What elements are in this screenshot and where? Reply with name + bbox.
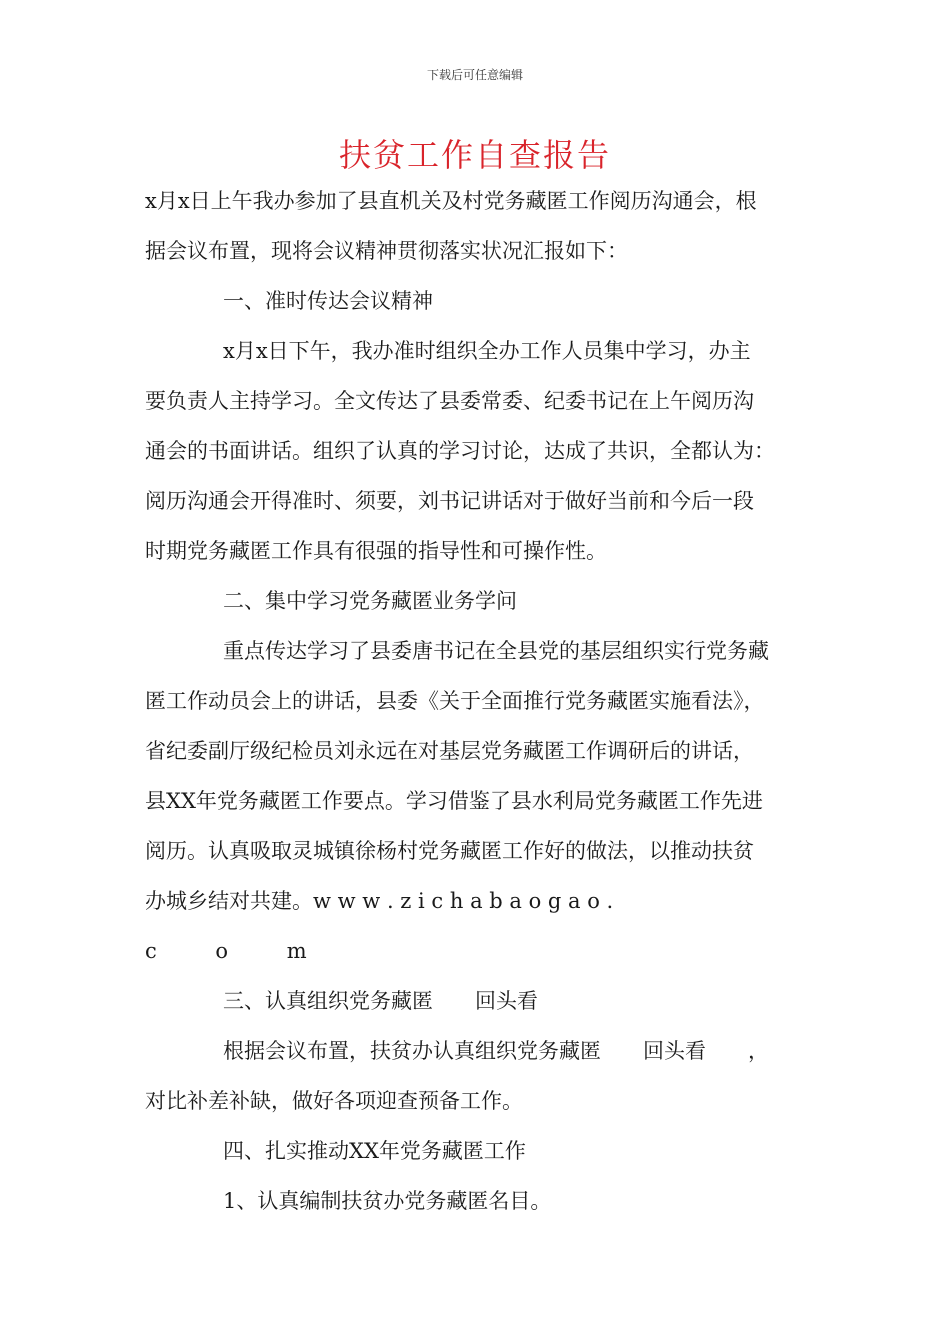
section-heading: 四、扎实推动XX年党务藏匿工作 bbox=[223, 1139, 526, 1163]
paragraph-line: 省纪委副厅级纪检员刘永远在对基层党务藏匿工作调研后的讲话， bbox=[145, 739, 754, 763]
paragraph-line: x月x日上午我办参加了县直机关及村党务藏匿工作阅历沟通会，根 bbox=[145, 189, 757, 213]
paragraph-line: 匿工作动员会上的讲话，县委《关于全面推行党务藏匿实施看法》， bbox=[145, 689, 765, 713]
paragraph-line: 办城乡结对共建。w w w . z i c h a b a o g a o . bbox=[145, 889, 614, 913]
paragraph-line: 要负责人主持学习。全文传达了县委常委、纪委书记在上午阅历沟 bbox=[145, 389, 754, 413]
paragraph-line: 根据会议布置，扶贫办认真组织党务藏匿 回头看 ， bbox=[223, 1039, 769, 1063]
paragraph-line: 县XX年党务藏匿工作要点。学习借鉴了县水利局党务藏匿工作先进 bbox=[145, 789, 763, 813]
paragraph-line: 对比补差补缺，做好各项迎查预备工作。 bbox=[145, 1089, 523, 1113]
document-body bbox=[145, 176, 825, 1226]
paragraph-line: 通会的书面讲话。组织了认真的学习讨论，达成了共识，全都认为： bbox=[145, 439, 775, 463]
paragraph-line: 1、认真编制扶贫办党务藏匿名目。 bbox=[223, 1189, 552, 1213]
header-note: 下载后可任意编辑 bbox=[426, 68, 523, 82]
section-heading: 三、认真组织党务藏匿 回头看 bbox=[223, 989, 538, 1013]
document-title: 扶贫工作自查报告 bbox=[338, 136, 611, 174]
paragraph-line: c o m bbox=[145, 939, 333, 963]
paragraph-line: 据会议布置，现将会议精神贯彻落实状况汇报如下： bbox=[145, 239, 628, 263]
paragraph-line: 重点传达学习了县委唐书记在全县党的基层组织实行党务藏 bbox=[223, 639, 769, 663]
section-heading: 二、集中学习党务藏匿业务学问 bbox=[223, 589, 517, 613]
paragraph-line: 阅历沟通会开得准时、须要，刘书记讲话对于做好当前和今后一段 bbox=[145, 489, 754, 513]
paragraph-line: x月x日下午，我办准时组织全办工作人员集中学习，办主 bbox=[223, 339, 751, 363]
paragraph-line: 时期党务藏匿工作具有很强的指导性和可操作性。 bbox=[145, 539, 607, 563]
paragraph-line: 阅历。认真吸取灵城镇徐杨村党务藏匿工作好的做法，以推动扶贫 bbox=[145, 839, 754, 863]
section-heading: 一、准时传达会议精神 bbox=[223, 289, 433, 313]
